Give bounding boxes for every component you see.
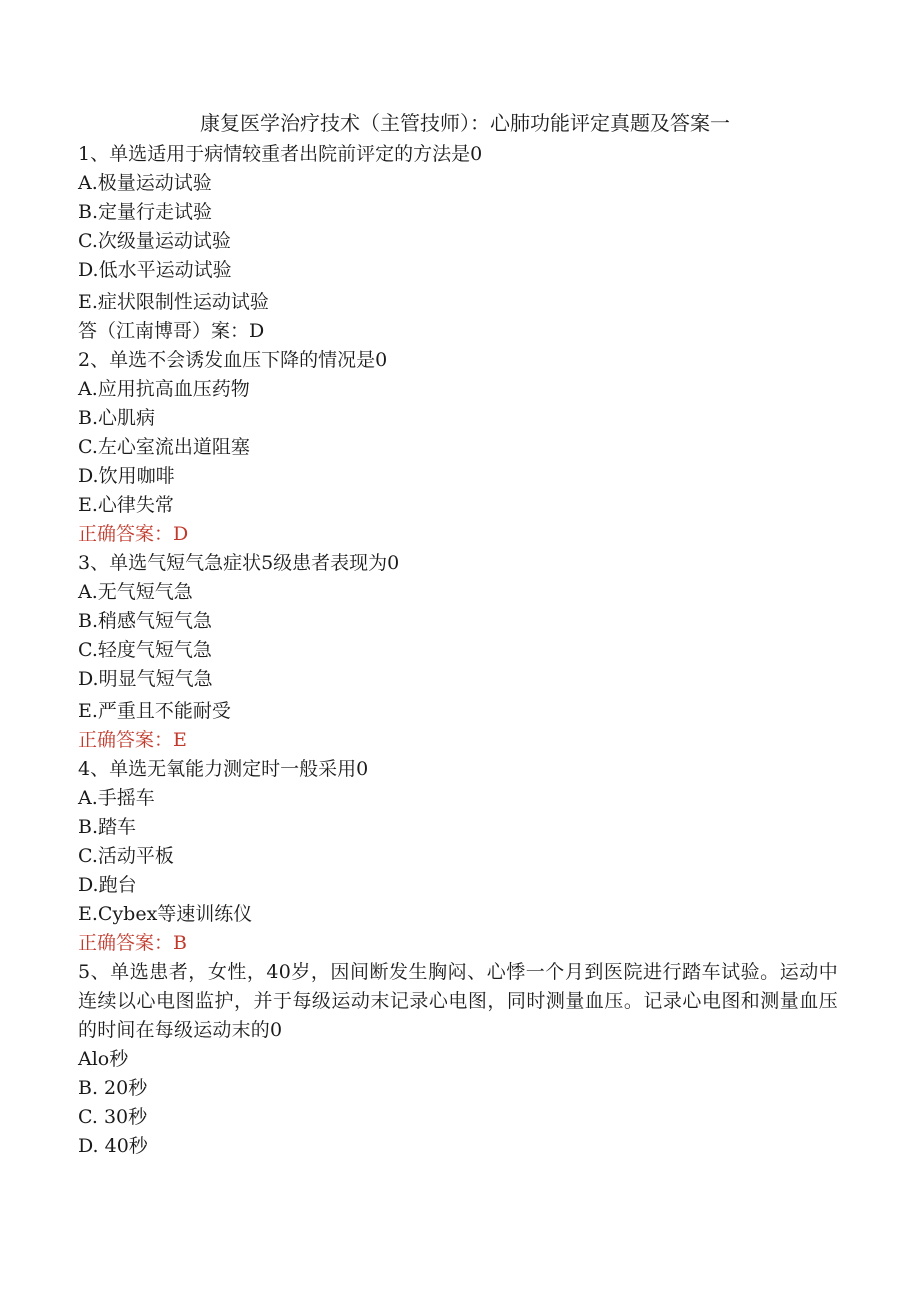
option-a: A.极量运动试验 xyxy=(78,172,212,194)
option-b: B.定量行走试验 xyxy=(78,201,213,223)
option-a: A.应用抗高血压药物 xyxy=(78,378,250,400)
option-e: E.心律失常 xyxy=(78,494,174,516)
option-d: D.跑台 xyxy=(78,874,137,896)
option-b: B.心肌病 xyxy=(78,407,156,429)
option-d: D. 40秒 xyxy=(78,1135,148,1157)
question-4 xyxy=(78,755,838,958)
question-5 xyxy=(78,958,838,1161)
option-d: D.饮用咖啡 xyxy=(78,465,175,487)
option-d: D.低水平运动试验 xyxy=(78,259,232,281)
question-3 xyxy=(78,549,838,755)
question-list xyxy=(78,140,838,1161)
question-1 xyxy=(78,140,838,346)
question-stem: 3、单选气短气急症状5级患者表现为0 xyxy=(78,552,400,574)
question-stem: 2、单选不会诱发血压下降的情况是0 xyxy=(78,349,388,371)
option-e: E.严重且不能耐受 xyxy=(78,700,231,722)
option-e: E.Cybex等速训练仪 xyxy=(78,903,253,925)
answer: 正确答案：B xyxy=(78,932,187,954)
option-a: Alo秒 xyxy=(78,1048,129,1070)
option-b: B.踏车 xyxy=(78,816,137,838)
document-title: 康复医学治疗技术（主管技师）：心肺功能评定真题及答案一 xyxy=(200,111,730,135)
answer: 答（江南博哥）案：D xyxy=(78,320,265,342)
question-stem: 5、单选患者，女性，40岁，因间断发生胸闷、心悸一个月到医院进行踏车试验。运动中连续以心电图监护，并于每级运动末记录心电图，同时测量血压。记录心电图和测量血压的时间在每级运动末的0 xyxy=(78,961,838,1041)
option-b: B.稍感气短气急 xyxy=(78,610,213,632)
option-c: C. 30秒 xyxy=(78,1106,148,1128)
option-b: B. 20秒 xyxy=(78,1077,148,1099)
answer: 正确答案：E xyxy=(78,729,187,751)
question-stem: 1、单选适用于病情较重者出院前评定的方法是0 xyxy=(78,143,483,165)
question-stem: 4、单选无氧能力测定时一般采用0 xyxy=(78,758,369,780)
question-2 xyxy=(78,346,838,549)
option-c: C.左心室流出道阻塞 xyxy=(78,436,250,458)
option-e: E.症状限制性运动试验 xyxy=(78,291,269,313)
option-c: C.轻度气短气急 xyxy=(78,639,212,661)
option-a: A.无气短气急 xyxy=(78,581,193,603)
option-d: D.明显气短气急 xyxy=(78,668,213,690)
option-c: C.活动平板 xyxy=(78,845,174,867)
option-c: C.次级量运动试验 xyxy=(78,230,231,252)
option-a: A.手摇车 xyxy=(78,787,155,809)
answer: 正确答案：D xyxy=(78,523,189,545)
